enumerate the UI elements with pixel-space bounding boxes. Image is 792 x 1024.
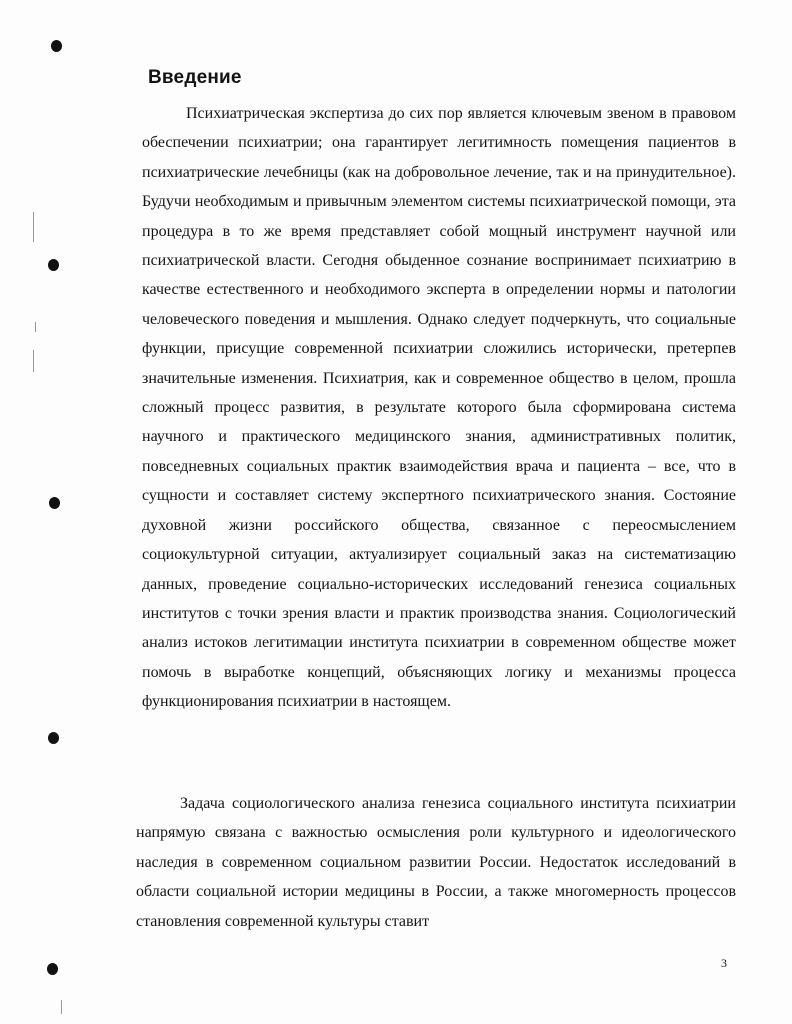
scan-line-mark bbox=[33, 212, 34, 242]
section-heading: Введение bbox=[148, 67, 242, 88]
body-paragraph: Психиатрическая экспертиза до сих пор является ключевым звеном в правовом обеспечении психиатрии; она гарантирует легитимность помещения пациентов в психиатрические лечебницы (как на добровольное лечение, так и на принудительное). Будучи необходимым и привычным элементом системы психиатрической помощи, эта процедура в то же время представляет собой мощный инструмент научной или психиатрической власти. Сегодня обыденное сознание воспринимает психиатрию в качестве естественного и необходимого эксперта в определении нормы и патологии человеческого поведения и мышления. Однако следует подчеркнуть, что социальные функции, присущие современной психиатрии сложились исторически, претерпев значительные изменения. Психиатрия, как и современное общество в целом, прошла сложный процесс развития, в результате которого была сформирована система научного и практического медицинского знания, административных политик, повседневных социальных практик взаимодействия врача и пациента – все, что в сущности и составляет систему экспертного психиатрического знания. Состояние духовной жизни российского общества, связанное с переосмыслением социокультурной ситуации, актуализирует социальный заказ на систематизацию данных, проведение социально-исторических исследований генезиса социальных институтов с точки зрения власти и практик производства знания. Социологический анализ истоков легитимации института психиатрии в современном обществе может помочь в выработке концепций, объясняющих логику и механизмы процесса функционирования психиатрии в настоящем. bbox=[142, 105, 736, 711]
punch-hole-mark bbox=[49, 497, 60, 509]
body-paragraph: Задача социологического анализа генезиса социального института психиатрии напрямую связана с важностью осмысления роли культурного и идеологического наследия в современном социальном развитии России. Недостаток исследований в области социальной истории медицины в России, а также многомерность процессов становления современной культуры ставит bbox=[136, 795, 736, 930]
page-number: 3 bbox=[721, 956, 727, 970]
scan-line-mark bbox=[35, 322, 36, 332]
punch-hole-mark bbox=[51, 40, 62, 52]
punch-hole-mark bbox=[47, 963, 58, 975]
scan-line-mark bbox=[61, 1000, 62, 1014]
punch-hole-mark bbox=[48, 259, 59, 271]
scan-line-mark bbox=[33, 350, 34, 372]
punch-hole-mark bbox=[48, 732, 59, 744]
